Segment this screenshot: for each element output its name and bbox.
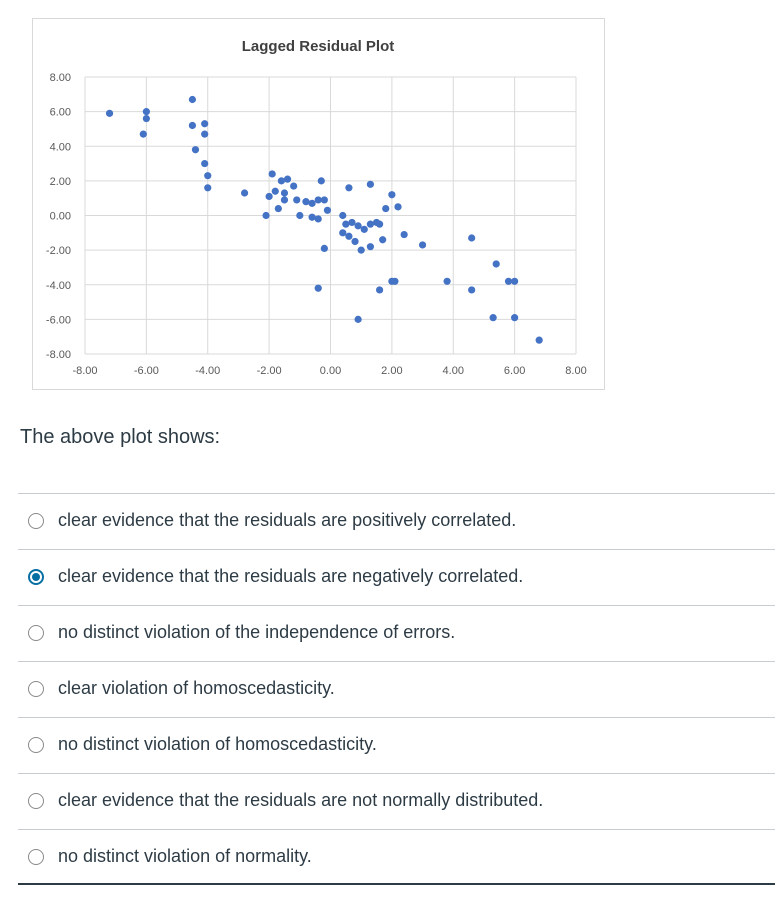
data-point (140, 131, 147, 138)
data-point (367, 181, 374, 188)
data-point (321, 245, 328, 252)
data-point (388, 191, 395, 198)
data-point (321, 196, 328, 203)
data-point (511, 278, 518, 285)
data-point (278, 177, 285, 184)
y-tick-label: -4.00 (45, 279, 71, 292)
data-point (324, 207, 331, 214)
data-point (339, 229, 346, 236)
y-tick-label: -6.00 (45, 314, 71, 327)
answer-label: clear evidence that the residuals are positively correlated. (58, 510, 517, 530)
data-point (468, 286, 475, 293)
data-point (367, 243, 374, 250)
x-tick-label: 8.00 (565, 365, 587, 377)
data-point (536, 337, 543, 344)
data-point (204, 184, 211, 191)
radio-button[interactable] (28, 849, 44, 865)
radio-button[interactable] (28, 793, 44, 809)
data-point (281, 196, 288, 203)
data-point (315, 285, 322, 292)
data-point (376, 286, 383, 293)
data-point (493, 260, 500, 267)
x-tick-label: -8.00 (72, 365, 98, 377)
data-point (302, 198, 309, 205)
x-tick-label: -6.00 (133, 365, 159, 377)
y-tick-label: 0.00 (49, 210, 71, 223)
y-tick-label: 2.00 (49, 175, 71, 188)
data-point (358, 247, 365, 254)
data-point (361, 226, 368, 233)
x-tick-label: -4.00 (195, 365, 221, 377)
answer-label: clear violation of homoscedasticity. (58, 678, 335, 698)
answer-label: clear evidence that the residuals are negatively correlated. (58, 566, 524, 586)
chart-panel (32, 18, 605, 390)
data-point (315, 196, 322, 203)
x-tick-label: 0.00 (319, 365, 342, 377)
data-point (444, 278, 451, 285)
radio-button[interactable] (28, 569, 44, 585)
data-point (394, 203, 401, 210)
data-point (290, 182, 297, 189)
y-tick-label: -8.00 (45, 349, 71, 361)
answer-option[interactable] (18, 717, 775, 773)
x-tick-label: 6.00 (503, 365, 526, 377)
data-point (342, 221, 349, 228)
answer-option[interactable] (18, 829, 775, 885)
data-point (269, 170, 276, 177)
data-point (339, 212, 346, 219)
data-point (189, 122, 196, 129)
data-point (391, 278, 398, 285)
answer-option[interactable] (18, 549, 775, 605)
data-point (293, 196, 300, 203)
y-tick-label: 6.00 (49, 106, 71, 119)
data-point (348, 219, 355, 226)
y-tick-label: -2.00 (45, 245, 71, 258)
data-point (376, 221, 383, 228)
data-point (355, 316, 362, 323)
data-point (367, 221, 374, 228)
x-tick-label: -2.00 (256, 365, 282, 377)
answer-option[interactable] (18, 661, 775, 717)
data-point (272, 188, 279, 195)
data-point (262, 212, 269, 219)
data-point (284, 176, 291, 183)
data-point (345, 184, 352, 191)
data-point (296, 212, 303, 219)
data-point (490, 314, 497, 321)
y-tick-label: 4.00 (49, 141, 71, 154)
data-point (379, 236, 386, 243)
data-point (355, 222, 362, 229)
data-point (468, 234, 475, 241)
lagged-residual-plot (33, 19, 606, 391)
data-point (505, 278, 512, 285)
data-point (511, 314, 518, 321)
data-point (106, 110, 113, 117)
data-point (241, 189, 248, 196)
answer-label: no distinct violation of normality. (58, 846, 312, 866)
data-point (143, 108, 150, 115)
radio-button[interactable] (28, 513, 44, 529)
data-point (266, 193, 273, 200)
answer-label: no distinct violation of homoscedasticity. (58, 734, 377, 754)
chart-title: Lagged Residual Plot (241, 38, 395, 55)
data-point (201, 160, 208, 167)
x-tick-label: 2.00 (381, 365, 403, 377)
y-tick-label: 8.00 (49, 72, 71, 84)
x-tick-label: 4.00 (442, 365, 464, 377)
data-point (315, 215, 322, 222)
data-point (275, 205, 282, 212)
data-point (401, 231, 408, 238)
answer-option[interactable] (18, 493, 775, 549)
data-point (345, 233, 352, 240)
answer-list (18, 493, 775, 885)
data-point (281, 189, 288, 196)
data-point (201, 120, 208, 127)
data-point (318, 177, 325, 184)
answer-label: no distinct violation of the independence of errors. (58, 622, 456, 642)
radio-button[interactable] (28, 625, 44, 641)
answer-option[interactable] (18, 605, 775, 661)
data-point (189, 96, 196, 103)
data-point (382, 205, 389, 212)
radio-button[interactable] (28, 681, 44, 697)
data-point (143, 115, 150, 122)
data-point (419, 241, 426, 248)
data-point (308, 200, 315, 207)
question-prompt: The above plot shows: (20, 426, 221, 448)
radio-button[interactable] (28, 737, 44, 753)
data-point (308, 214, 315, 221)
data-point (201, 131, 208, 138)
data-point (351, 238, 358, 245)
data-point (192, 146, 199, 153)
data-point (204, 172, 211, 179)
answer-option[interactable] (18, 773, 775, 829)
answer-label: clear evidence that the residuals are not normally distributed. (58, 790, 544, 810)
